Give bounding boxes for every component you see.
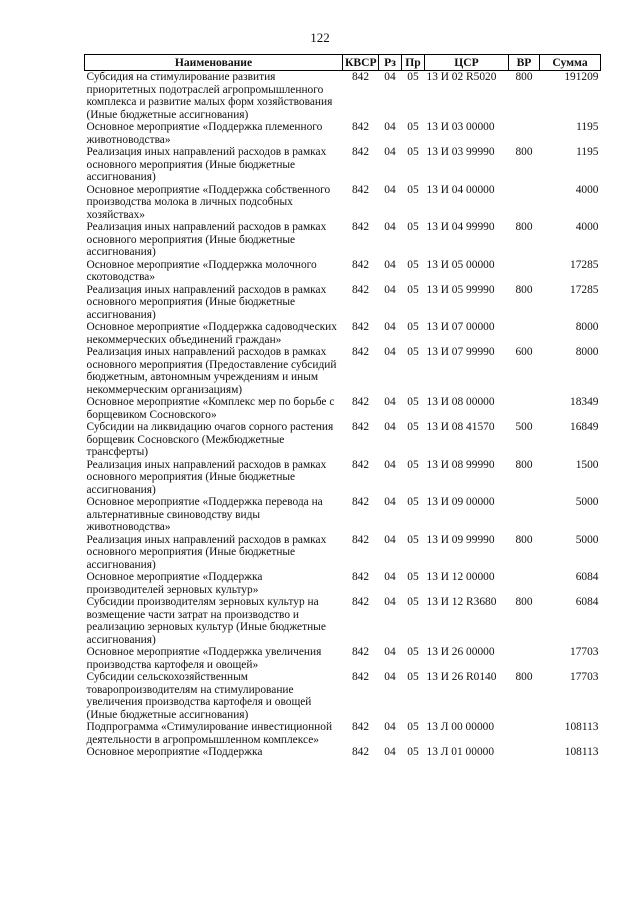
cell-pr: 05 — [407, 533, 419, 546]
cell-vr: 800 — [515, 671, 533, 683]
cell-pr: 05 — [407, 258, 419, 271]
cell-name: Основное мероприятие «Поддержка молочного скотоводства» — [86, 258, 317, 283]
cell-vr — [509, 721, 540, 746]
cell-kvsr: 842 — [351, 321, 370, 333]
cell-sum: 5000 — [575, 533, 599, 546]
cell-pr: 05 — [407, 183, 419, 196]
cell-vr: 800 — [515, 596, 533, 608]
cell-name: Субсидия на стимулирование развития приоритетных подотраслей агропромышленного комплекса и развитие малых форм хозяйствования (Иные бюджетные ассигнования) — [86, 71, 333, 121]
table-row — [85, 146, 601, 184]
cell-pr: 05 — [407, 396, 419, 408]
cell-sum: 5000 — [575, 496, 599, 508]
cell-sum: 4000 — [575, 221, 599, 233]
cell-csr: 13 И 05 99990 — [426, 283, 495, 296]
table-row — [85, 534, 601, 572]
cell-sum: 1195 — [576, 121, 599, 133]
cell-name: Реализация иных направлений расходов в рамках основного мероприятия (Предоставление субсидий бюджетным, автономным учреждениям и иным некоммерческим организациям) — [86, 346, 337, 396]
cell-pr: 05 — [407, 71, 419, 83]
cell-sum: 8000 — [575, 321, 599, 333]
cell-rz: 04 — [384, 146, 396, 158]
cell-sum: 108113 — [564, 721, 599, 733]
cell-csr: 13 И 04 00000 — [426, 183, 495, 196]
cell-name: Основное мероприятие «Поддержка племенного животноводства» — [86, 121, 323, 146]
cell-csr: 13 И 26 00000 — [426, 646, 495, 658]
cell-vr — [509, 496, 540, 534]
cell-name: Основное мероприятие «Комплекс мер по борьбе с борщевиком Сосновского» — [86, 396, 335, 421]
table-row — [85, 421, 601, 459]
table-row — [85, 671, 601, 721]
cell-csr: 13 И 02 R5020 — [426, 71, 497, 83]
cell-rz: 04 — [384, 421, 396, 433]
cell-kvsr: 842 — [351, 258, 370, 271]
cell-csr: 13 И 08 99990 — [426, 458, 495, 471]
cell-rz: 04 — [384, 321, 396, 333]
cell-vr — [509, 746, 540, 759]
cell-csr: 13 И 12 00000 — [426, 571, 495, 583]
cell-rz: 04 — [384, 121, 396, 133]
table-row — [85, 496, 601, 534]
cell-vr: 800 — [515, 221, 533, 233]
table-row — [85, 396, 601, 421]
cell-pr: 05 — [407, 458, 419, 471]
cell-vr: 800 — [515, 458, 533, 471]
cell-csr: 13 И 07 99990 — [426, 346, 495, 358]
table-row — [85, 259, 601, 284]
cell-sum: 4000 — [575, 183, 599, 196]
cell-sum: 6084 — [575, 596, 599, 608]
cell-pr: 05 — [407, 596, 419, 608]
cell-rz: 04 — [384, 671, 396, 683]
table-row — [85, 184, 601, 222]
cell-vr: 800 — [515, 71, 533, 83]
cell-name: Субсидии производителям зерновых культур на возмещение части затрат на производство и реализацию зерновых культур (Иные бюджетные ассигнования) — [86, 596, 326, 646]
cell-kvsr: 842 — [351, 396, 370, 408]
cell-name: Реализация иных направлений расходов в рамках основного мероприятия (Иные бюджетные ассигнования) — [86, 533, 327, 571]
cell-pr: 05 — [407, 421, 419, 433]
budget-table — [84, 54, 601, 759]
cell-vr — [509, 396, 540, 421]
cell-vr — [509, 571, 540, 596]
cell-name: Основное мероприятие «Поддержка садоводческих некоммерческих объединений граждан» — [86, 321, 337, 346]
table-row — [85, 459, 601, 497]
cell-rz: 04 — [384, 71, 396, 83]
cell-name: Основное мероприятие «Поддержка собственного производства молока в личных подсобных хозяйствах» — [86, 183, 331, 221]
cell-vr: 800 — [515, 283, 533, 296]
cell-sum: 16849 — [570, 421, 599, 433]
cell-sum: 17703 — [570, 646, 599, 658]
cell-rz: 04 — [384, 283, 396, 296]
cell-kvsr: 842 — [351, 71, 370, 83]
cell-rz: 04 — [384, 183, 396, 196]
table-row — [85, 121, 601, 146]
cell-vr: 800 — [515, 146, 533, 158]
cell-vr — [509, 121, 540, 146]
cell-pr: 05 — [407, 221, 419, 233]
cell-rz: 04 — [384, 221, 396, 233]
cell-csr: 13 И 12 R3680 — [426, 596, 497, 608]
cell-csr: 13 И 08 00000 — [426, 396, 495, 408]
cell-pr: 05 — [407, 571, 419, 583]
cell-kvsr: 842 — [351, 221, 370, 233]
table-row — [85, 321, 601, 346]
cell-csr: 13 И 26 R0140 — [426, 671, 497, 683]
cell-csr: 13 И 04 99990 — [426, 221, 495, 233]
cell-vr — [509, 184, 540, 222]
cell-rz: 04 — [384, 396, 396, 408]
table-row — [85, 571, 601, 596]
cell-name: Реализация иных направлений расходов в рамках основного мероприятия (Иные бюджетные ассигнования) — [86, 458, 327, 496]
table-row — [85, 596, 601, 646]
column-header-csr: ЦСР — [425, 55, 509, 71]
cell-vr — [509, 259, 540, 284]
cell-sum: 17285 — [570, 283, 599, 296]
cell-kvsr: 842 — [351, 183, 370, 196]
cell-sum: 17703 — [570, 671, 599, 683]
cell-kvsr: 842 — [351, 671, 370, 683]
cell-sum: 8000 — [575, 346, 599, 358]
cell-sum: 1500 — [575, 458, 599, 471]
cell-vr — [509, 321, 540, 346]
cell-kvsr: 842 — [351, 646, 370, 658]
cell-csr: 13 И 08 41570 — [426, 421, 495, 433]
cell-name: Основное мероприятие «Поддержка производителей зерновых культур» — [86, 571, 263, 596]
cell-pr: 05 — [407, 746, 419, 758]
cell-rz: 04 — [384, 721, 396, 733]
column-header-name: Наименование — [85, 55, 343, 71]
cell-sum: 108113 — [564, 746, 599, 758]
cell-csr: 13 Л 01 00000 — [426, 746, 495, 758]
cell-name: Субсидии на ликвидацию очагов сорного растения борщевик Сосновского (Межбюджетные трансферты) — [86, 421, 334, 458]
cell-rz: 04 — [384, 571, 396, 583]
table-row — [85, 71, 601, 122]
cell-sum: 191209 — [564, 71, 599, 83]
cell-sum: 6084 — [575, 571, 599, 583]
column-header-pr: Пр — [402, 55, 425, 71]
cell-name: Основное мероприятие «Поддержка перевода на альтернативные свиноводству виды животноводства» — [86, 496, 323, 533]
cell-csr: 13 И 05 00000 — [426, 258, 495, 271]
cell-kvsr: 842 — [351, 571, 370, 583]
cell-pr: 05 — [407, 346, 419, 358]
cell-rz: 04 — [384, 258, 396, 271]
cell-rz: 04 — [384, 346, 396, 358]
cell-kvsr: 842 — [351, 496, 370, 508]
cell-kvsr: 842 — [351, 346, 370, 358]
cell-pr: 05 — [407, 496, 419, 508]
cell-name: Основное мероприятие «Поддержка увеличения производства картофеля и овощей» — [86, 646, 322, 671]
cell-sum: 17285 — [570, 258, 599, 271]
cell-pr: 05 — [407, 646, 419, 658]
column-header-rz: Рз — [379, 55, 402, 71]
table-row — [85, 346, 601, 396]
column-header-sum: Сумма — [540, 55, 601, 71]
cell-csr: 13 И 09 00000 — [426, 496, 495, 508]
cell-name: Реализация иных направлений расходов в рамках основного мероприятия (Иные бюджетные ассигнования) — [86, 146, 327, 183]
cell-csr: 13 Л 00 00000 — [426, 721, 495, 733]
cell-csr: 13 И 09 99990 — [426, 533, 495, 546]
cell-pr: 05 — [407, 146, 419, 158]
cell-pr: 05 — [407, 321, 419, 333]
cell-name: Основное мероприятие «Поддержка — [86, 746, 263, 758]
cell-sum: 1195 — [576, 146, 599, 158]
cell-kvsr: 842 — [351, 283, 370, 296]
cell-sum: 18349 — [570, 396, 599, 408]
cell-pr: 05 — [407, 283, 419, 296]
column-header-vr: ВР — [509, 55, 540, 71]
cell-name: Подпрограмма «Стимулирование инвестиционной деятельности в агропромышленном комплексе» — [86, 721, 333, 746]
cell-kvsr: 842 — [351, 721, 370, 733]
cell-name: Реализация иных направлений расходов в рамках основного мероприятия (Иные бюджетные ассигнования) — [86, 221, 327, 258]
table-header — [85, 55, 601, 71]
cell-csr: 13 И 03 00000 — [426, 121, 495, 133]
cell-kvsr: 842 — [351, 458, 370, 471]
cell-kvsr: 842 — [351, 121, 370, 133]
cell-rz: 04 — [384, 646, 396, 658]
column-header-kvsr: КВСР — [343, 55, 379, 71]
cell-vr: 500 — [515, 421, 533, 433]
table-row — [85, 646, 601, 671]
table-row — [85, 221, 601, 259]
cell-rz: 04 — [384, 746, 396, 758]
cell-kvsr: 842 — [351, 533, 370, 546]
cell-rz: 04 — [384, 458, 396, 471]
cell-kvsr: 842 — [351, 596, 370, 608]
cell-kvsr: 842 — [351, 146, 370, 158]
page-number: 122 — [310, 30, 330, 45]
cell-name: Субсидии сельскохозяйственным товаропроизводителям на стимулирование увеличения производства картофеля и овощей (Иные бюджетные ассигнования) — [86, 671, 312, 721]
cell-kvsr: 842 — [351, 421, 370, 433]
cell-rz: 04 — [384, 496, 396, 508]
table-body — [85, 71, 601, 759]
cell-csr: 13 И 03 99990 — [426, 146, 495, 158]
table-row — [85, 746, 601, 759]
header-row — [85, 55, 601, 71]
cell-pr: 05 — [407, 671, 419, 683]
cell-vr: 800 — [515, 533, 533, 546]
cell-vr — [509, 646, 540, 671]
cell-vr: 600 — [515, 346, 533, 358]
table-row — [85, 284, 601, 322]
cell-pr: 05 — [407, 121, 419, 133]
cell-kvsr: 842 — [351, 746, 370, 758]
cell-rz: 04 — [384, 596, 396, 608]
cell-pr: 05 — [407, 721, 419, 733]
cell-name: Реализация иных направлений расходов в рамках основного мероприятия (Иные бюджетные ассигнования) — [86, 283, 327, 321]
cell-csr: 13 И 07 00000 — [426, 321, 495, 333]
cell-rz: 04 — [384, 533, 396, 546]
table-row — [85, 721, 601, 746]
